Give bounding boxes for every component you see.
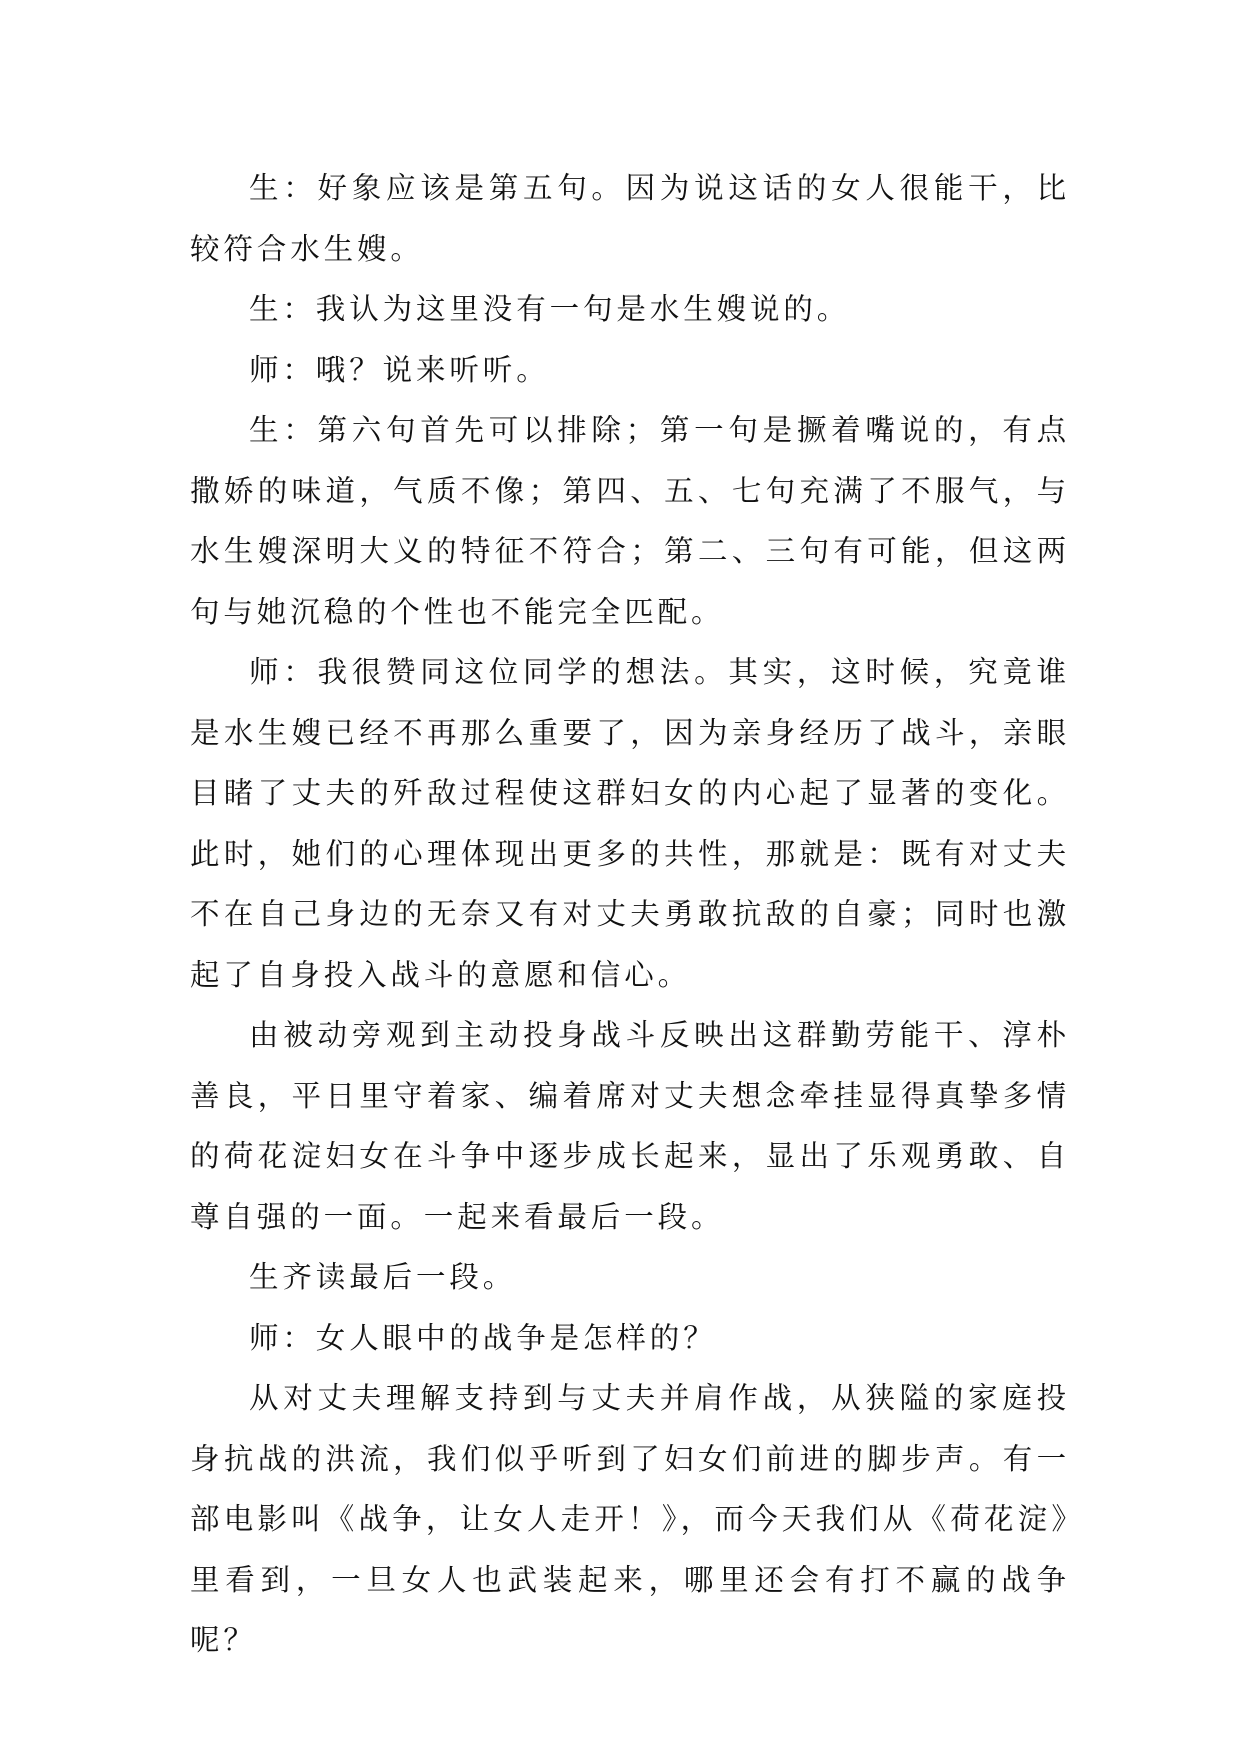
paragraph: 从对丈夫理解支持到与丈夫并肩作战，从狭隘的家庭投身抗战的洪流，我们似乎听到了妇女们前进的脚步声。有一部电影叫《战争，让女人走开！》，而今天我们从《荷花淀》里看到，一旦女人也武装起来，哪里还会有打不赢的战争呢？ — [190, 1381, 1070, 1657]
paragraph: 由被动旁观到主动投身战斗反映出这群勤劳能干、淳朴善良，平日里守着家、编着席对丈夫想念牵挂显得真挚多情的荷花淀妇女在斗争中逐步成长起来，显出了乐观勇敢、自尊自强的一面。一起来看最后一段。 — [190, 1018, 1070, 1234]
paragraph: 生：我认为这里没有一句是水生嫂说的。 — [249, 292, 851, 326]
paragraph: 师：我很赞同这位同学的想法。其实，这时候，究竟谁是水生嫂已经不再那么重要了，因为亲身经历了战斗，亲眼目睹了丈夫的歼敌过程使这群妇女的内心起了显著的变化。此时，她们的心理体现出更多的共性，那就是：既有对丈夫不在自己身边的无奈又有对丈夫勇敢抗敌的自豪；同时也激起了自身投入战斗的意愿和信心。 — [190, 655, 1070, 992]
paragraph: 生：好象应该是第五句。因为说这话的女人很能干，比较符合水生嫂。 — [190, 171, 1070, 266]
paragraph: 师：女人眼中的战争是怎样的？ — [249, 1320, 717, 1355]
paragraph: 师：哦？说来听听。 — [249, 352, 550, 387]
paragraph: 生：第六句首先可以排除；第一句是撅着嘴说的，有点撒娇的味道，气质不像；第四、五、七句充满了不服气，与水生嫂深明大义的特征不符合；第二、三句有可能，但这两句与她沉稳的个性也不能完全匹配。 — [190, 413, 1070, 629]
document-body — [190, 158, 1070, 1671]
paragraph: 生齐读最后一段。 — [249, 1260, 517, 1294]
